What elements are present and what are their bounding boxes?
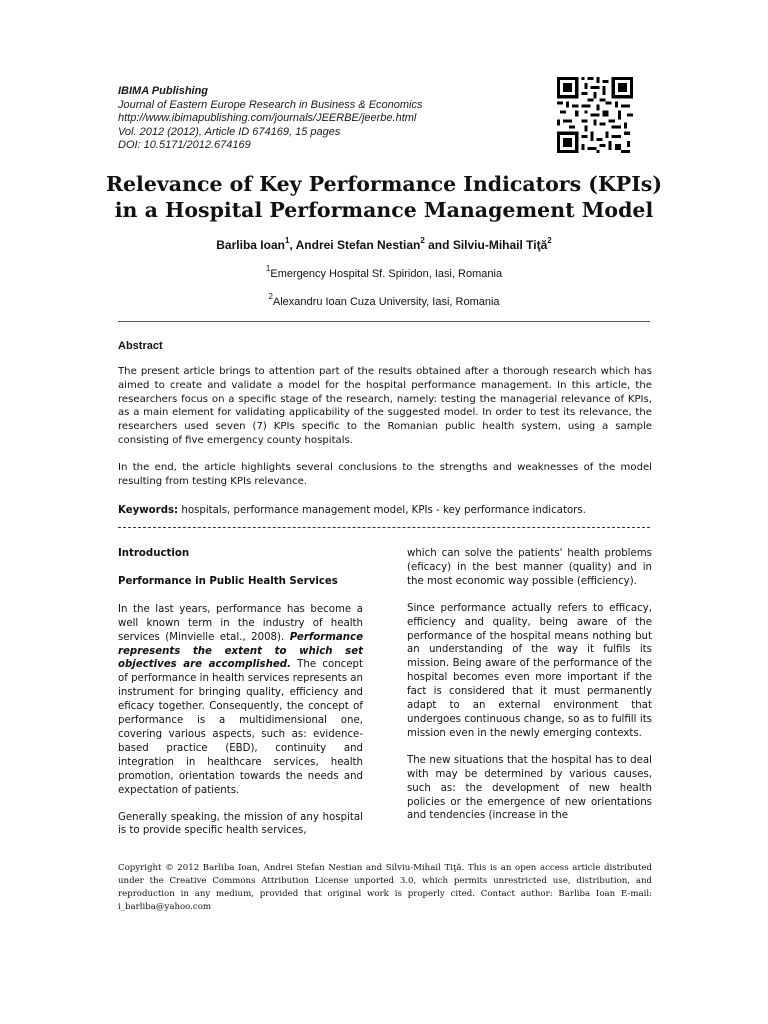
title-line-1: Relevance of Key Performance Indicators (KPIs) <box>105 172 663 196</box>
body-paragraph: which can solve the patients' health problems (eficacy) in the best manner (quality) and in the most economic way possible (efficiency). <box>407 548 652 587</box>
affiliation-mark: 2 <box>268 292 273 302</box>
body-paragraph: Generally speaking, the mission of any hospital is to provide specific health services, <box>118 811 363 837</box>
journal-url[interactable]: http://www.ibimapublishing.com/journals/JEERBE/jeerbe.html <box>118 112 417 124</box>
paragraph-text: In the last years, performance has become a well known term in the industry of health services (Minvielle etal., 2008). <box>118 603 363 643</box>
author-2: Andrei Stefan Nestian <box>295 238 421 252</box>
author-1: Barliba Ioan <box>216 238 285 252</box>
author-separator: and <box>424 238 453 252</box>
author-3: Silviu-Mihail Tiţă <box>452 238 548 252</box>
paragraph-text: The concept of performance in health services represents an instrument for bringing quality, efficiency and eficacy together. Consequently, the concept of performance is a multidimensional one, covering various aspects, such as: evidence-based practice (EBD), continuity and integration in healthcare services, health promotion, orientation towards the needs and expectation of patients. <box>118 659 364 796</box>
author-2-affil-mark: 2 <box>420 236 425 245</box>
keywords-text: hospitals, performance management model, KPIs - key performance indicators. <box>178 505 586 516</box>
journal-header <box>118 85 538 153</box>
copyright-notice: Copyright © 2012 Barliba Ioan, Andrei Stefan Nestian and Silviu-Mihail Tiţă. This is an open access article distributed under the Creative Commons Attribution License unported 3.0, which permits unrestricted use, distribution, and reproduction in any medium, provided that original work is properly cited. Contact author: Barliba Ioan E-mail: i_barliba@yahoo.com <box>118 863 652 912</box>
abstract-paragraph-1: The present article brings to attention part of the results obtained after a thorough research which has aimed to create and validate a model for the hospital performance management. In this article, the researchers focus on a specific stage of the research, namely: testing the managerial relevance of KPIs, as a main element for validating applicability of the suggested model. In order to test its relevance, the researchers used seven (7) KPIs specific to the Romanian public health system, using a sample consisting of five emergency county hospitals. <box>118 366 652 446</box>
title-line-2: in a Hospital Performance Management Model <box>114 198 654 222</box>
subsection-heading: Performance in Public Health Services <box>118 575 338 587</box>
doi: DOI: 10.5171/2012.674169 <box>118 139 251 151</box>
affiliation-text: Alexandru Ioan Cuza University, Iasi, Romania <box>272 296 500 308</box>
volume-info: Vol. 2012 (2012), Article ID 674169, 15 pages <box>118 125 341 138</box>
qr-code-icon <box>557 77 633 153</box>
affiliation-text: Emergency Hospital Sf. Spiridon, Iasi, Romania <box>270 268 503 280</box>
paper-title <box>70 171 698 223</box>
header-divider <box>118 321 650 322</box>
body-paragraph: The new situations that the hospital has to deal with may be determined by various causes, such as: the development of new health policies or the emergence of new orientations and tendencies (increase in the <box>407 754 652 822</box>
journal-name: Journal of Eastern Europe Research in Business & Economics <box>118 98 423 111</box>
affiliation-1 <box>118 264 650 280</box>
left-column <box>118 547 363 851</box>
keywords <box>118 505 652 516</box>
abstract-heading: Abstract <box>118 340 163 352</box>
author-3-affil-mark: 2 <box>547 236 552 245</box>
right-column <box>407 547 652 836</box>
author-separator: , <box>289 238 296 252</box>
abstract-body <box>118 365 652 501</box>
publisher-name: IBIMA Publishing <box>118 85 209 97</box>
affiliation-2 <box>118 292 650 308</box>
emphasized-definition: Performance represents the extent to which set objectives are accomplished. <box>118 631 363 671</box>
body-paragraph: Since performance actually refers to efficacy, efficiency and quality, being aware of the performance of the hospital means nothing but an understanding of the way it fulfils its mission. Being aware of the performance of the hospital becomes even more important if the fact is considered that it must permanently adapt to an external environment that undergoes continuous change, so as to fulfill its mission even in the newly emerging contexts. <box>407 602 652 739</box>
keywords-label: Keywords: <box>118 505 179 516</box>
section-heading-introduction: Introduction <box>118 548 190 559</box>
affiliation-mark: 1 <box>265 264 271 274</box>
body-paragraph <box>118 603 363 798</box>
author-list <box>118 238 650 252</box>
section-divider <box>118 527 650 528</box>
abstract-paragraph-2: In the end, the article highlights several conclusions to the strengths and weaknesses of the model resulting from testing KPIs relevance. <box>118 461 652 487</box>
author-1-affil-mark: 1 <box>284 236 290 245</box>
